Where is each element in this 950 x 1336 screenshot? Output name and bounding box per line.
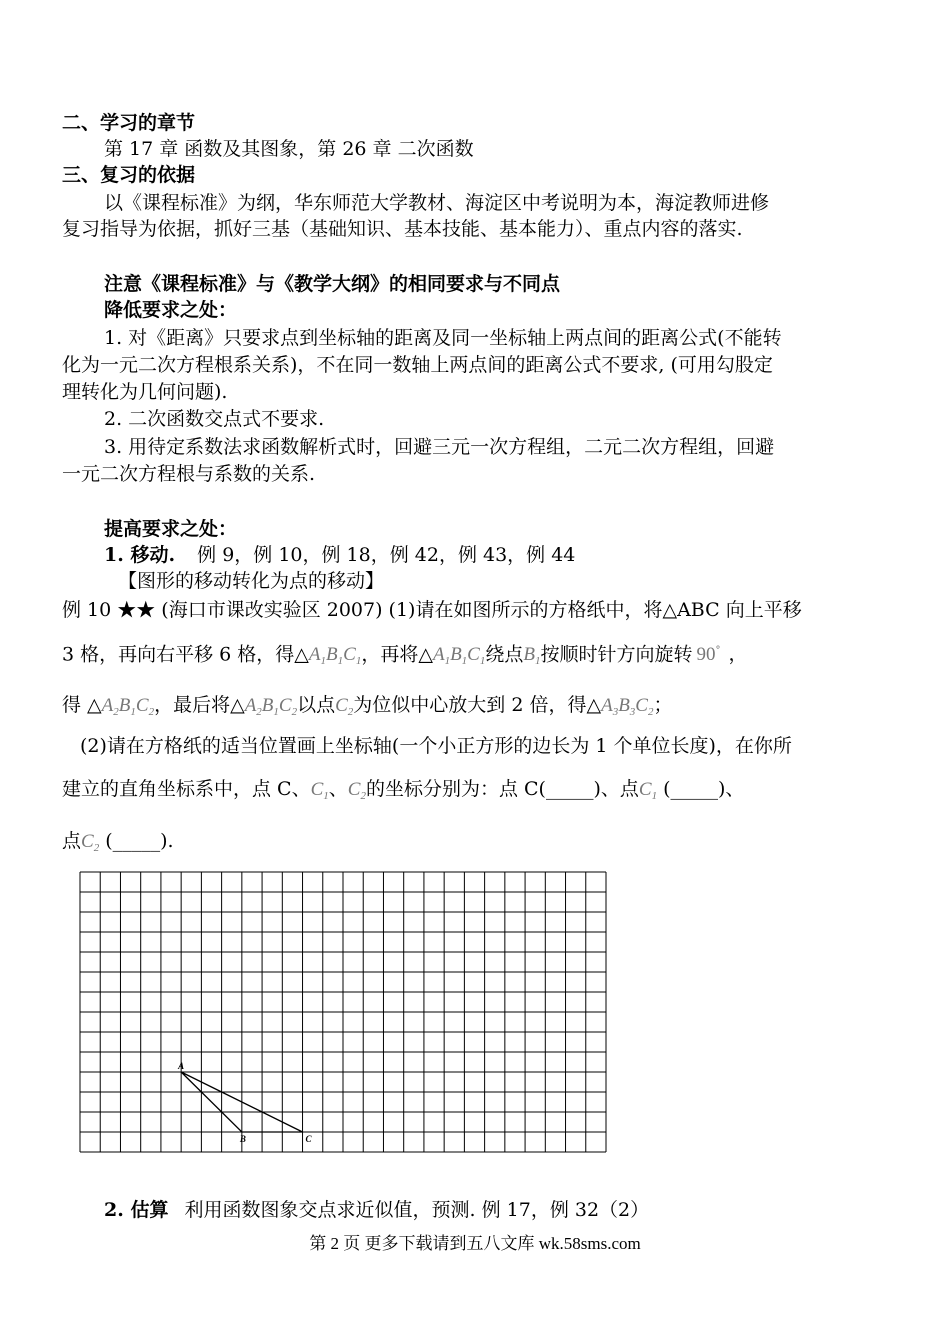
example-text: ， [728,643,748,666]
section-3-para-line2: 复习指导为依据，抓好三基（基础知识、基本技能、基本能力）、重点内容的落实. [62,218,743,240]
vertex-c-label: C [305,1134,312,1144]
example-text: ，最后将△ [154,694,245,716]
example-text: 按顺时针方向旋转 [540,643,693,666]
estimate-line [104,1197,649,1223]
lower-item-1-line1: 1. 对《距离》只要求点到坐标轴的距离及同一坐标轴上两点间的距离公式(不能转 [104,327,782,349]
estimate-label: 2. 估算 [104,1199,169,1221]
example-angle: 90 [696,644,716,666]
example-text: 得 △ [62,694,102,716]
example-line1: 例 10 ★★ (海口市课改实验区 2007) (1)请在如图所示的方格纸中，将△ABC 向上平移 [62,599,802,621]
example-line2: 3 格，再向右平移 6 格，得$\triangle A_1B_1C_1$，再将$\triangle A_1B_1C_1$绕点$B_1$按顺时针方向旋转 90° ， [62,643,748,668]
move-note: 【图形的移动转化为点的移动】 [118,570,385,592]
example-text: (_____). [105,830,174,852]
section-3-heading: 三、复习的依据 [62,164,196,186]
example-text: 3 格，再向右平移 6 格，得△ [62,643,309,666]
move-examples: 例 9，例 10，例 18，例 42，例 43，例 44 [197,544,576,566]
notes-heading: 注意《课程标准》与《教学大纲》的相同要求与不同点 [104,273,561,295]
lower-item-1-line2: 化为一元二次方程根系关系)，不在同一数轴上两点间的距离公式不要求, (可用勾股定 [62,354,773,376]
example-text: 点 [62,830,82,852]
example-text: 为位似中心放大到 2 倍，得△ [353,694,602,716]
section-2-text: 第 17 章 函数及其图象，第 26 章 二次函数 [104,138,474,160]
grid-paper [79,871,607,1153]
lower-item-1-line3: 理转化为几何问题). [62,381,228,403]
example-line5: 建立的直角坐标系中，点 C、$C_1$、$C_2$的坐标分别为：点 C(_____)、点$C_1$ (_____)、 [62,778,745,802]
example-text: 建立的直角坐标系中，点 C、 [62,778,311,800]
lower-item-3-line1: 3. 用待定系数法求函数解析式时，回避三元一次方程组，二元二次方程组，回避 [104,436,775,458]
example-line3: 得 $\triangle A_2B_1C_2$，最后将$\triangle A_2B_1C_2$以点$C_2$为位似中心放大到 2 倍，得$\triangle A_3B_3C_2$； [62,694,673,718]
lower-req-heading: 降低要求之处： [104,299,238,321]
move-line [104,542,575,568]
move-label: 1. 移动. [104,544,176,566]
estimate-text: 利用函数图象交点求近似值，预测. 例 17，例 32（2） [184,1199,650,1221]
example-line6: 点$C_2$ (_____). [62,830,174,854]
example-text: 的坐标分别为：点 C(_____)、点 [365,778,639,800]
example-text: 以点 [297,694,336,716]
lower-item-2: 2. 二次函数交点式不要求. [104,408,325,430]
raise-req-heading: 提高要求之处： [104,518,238,540]
section-2-heading: 二、学习的章节 [62,112,196,134]
lower-item-3-line2: 一元二次方程根与系数的关系. [62,463,316,485]
section-3-para-line1: 以《课程标准》为纲，华东师范大学教材、海淀区中考说明为本，海淀教师进修 [104,192,770,214]
vertex-a-label: A [178,1061,185,1071]
example-text: ，再将△ [361,643,433,666]
example-text: ； [653,694,673,716]
page-footer: 第 2 页 更多下载请到五八文库 wk.58sms.com [309,1234,641,1253]
example-text: (_____)、 [663,778,745,800]
example-text: 、 [328,778,348,800]
example-line4: (2)请在方格纸的适当位置画上坐标轴(一个小正方形的边长为 1 个单位长度)，在你所 [80,735,792,757]
vertex-b-label: B [239,1134,246,1144]
example-text: 绕点 [485,643,524,666]
